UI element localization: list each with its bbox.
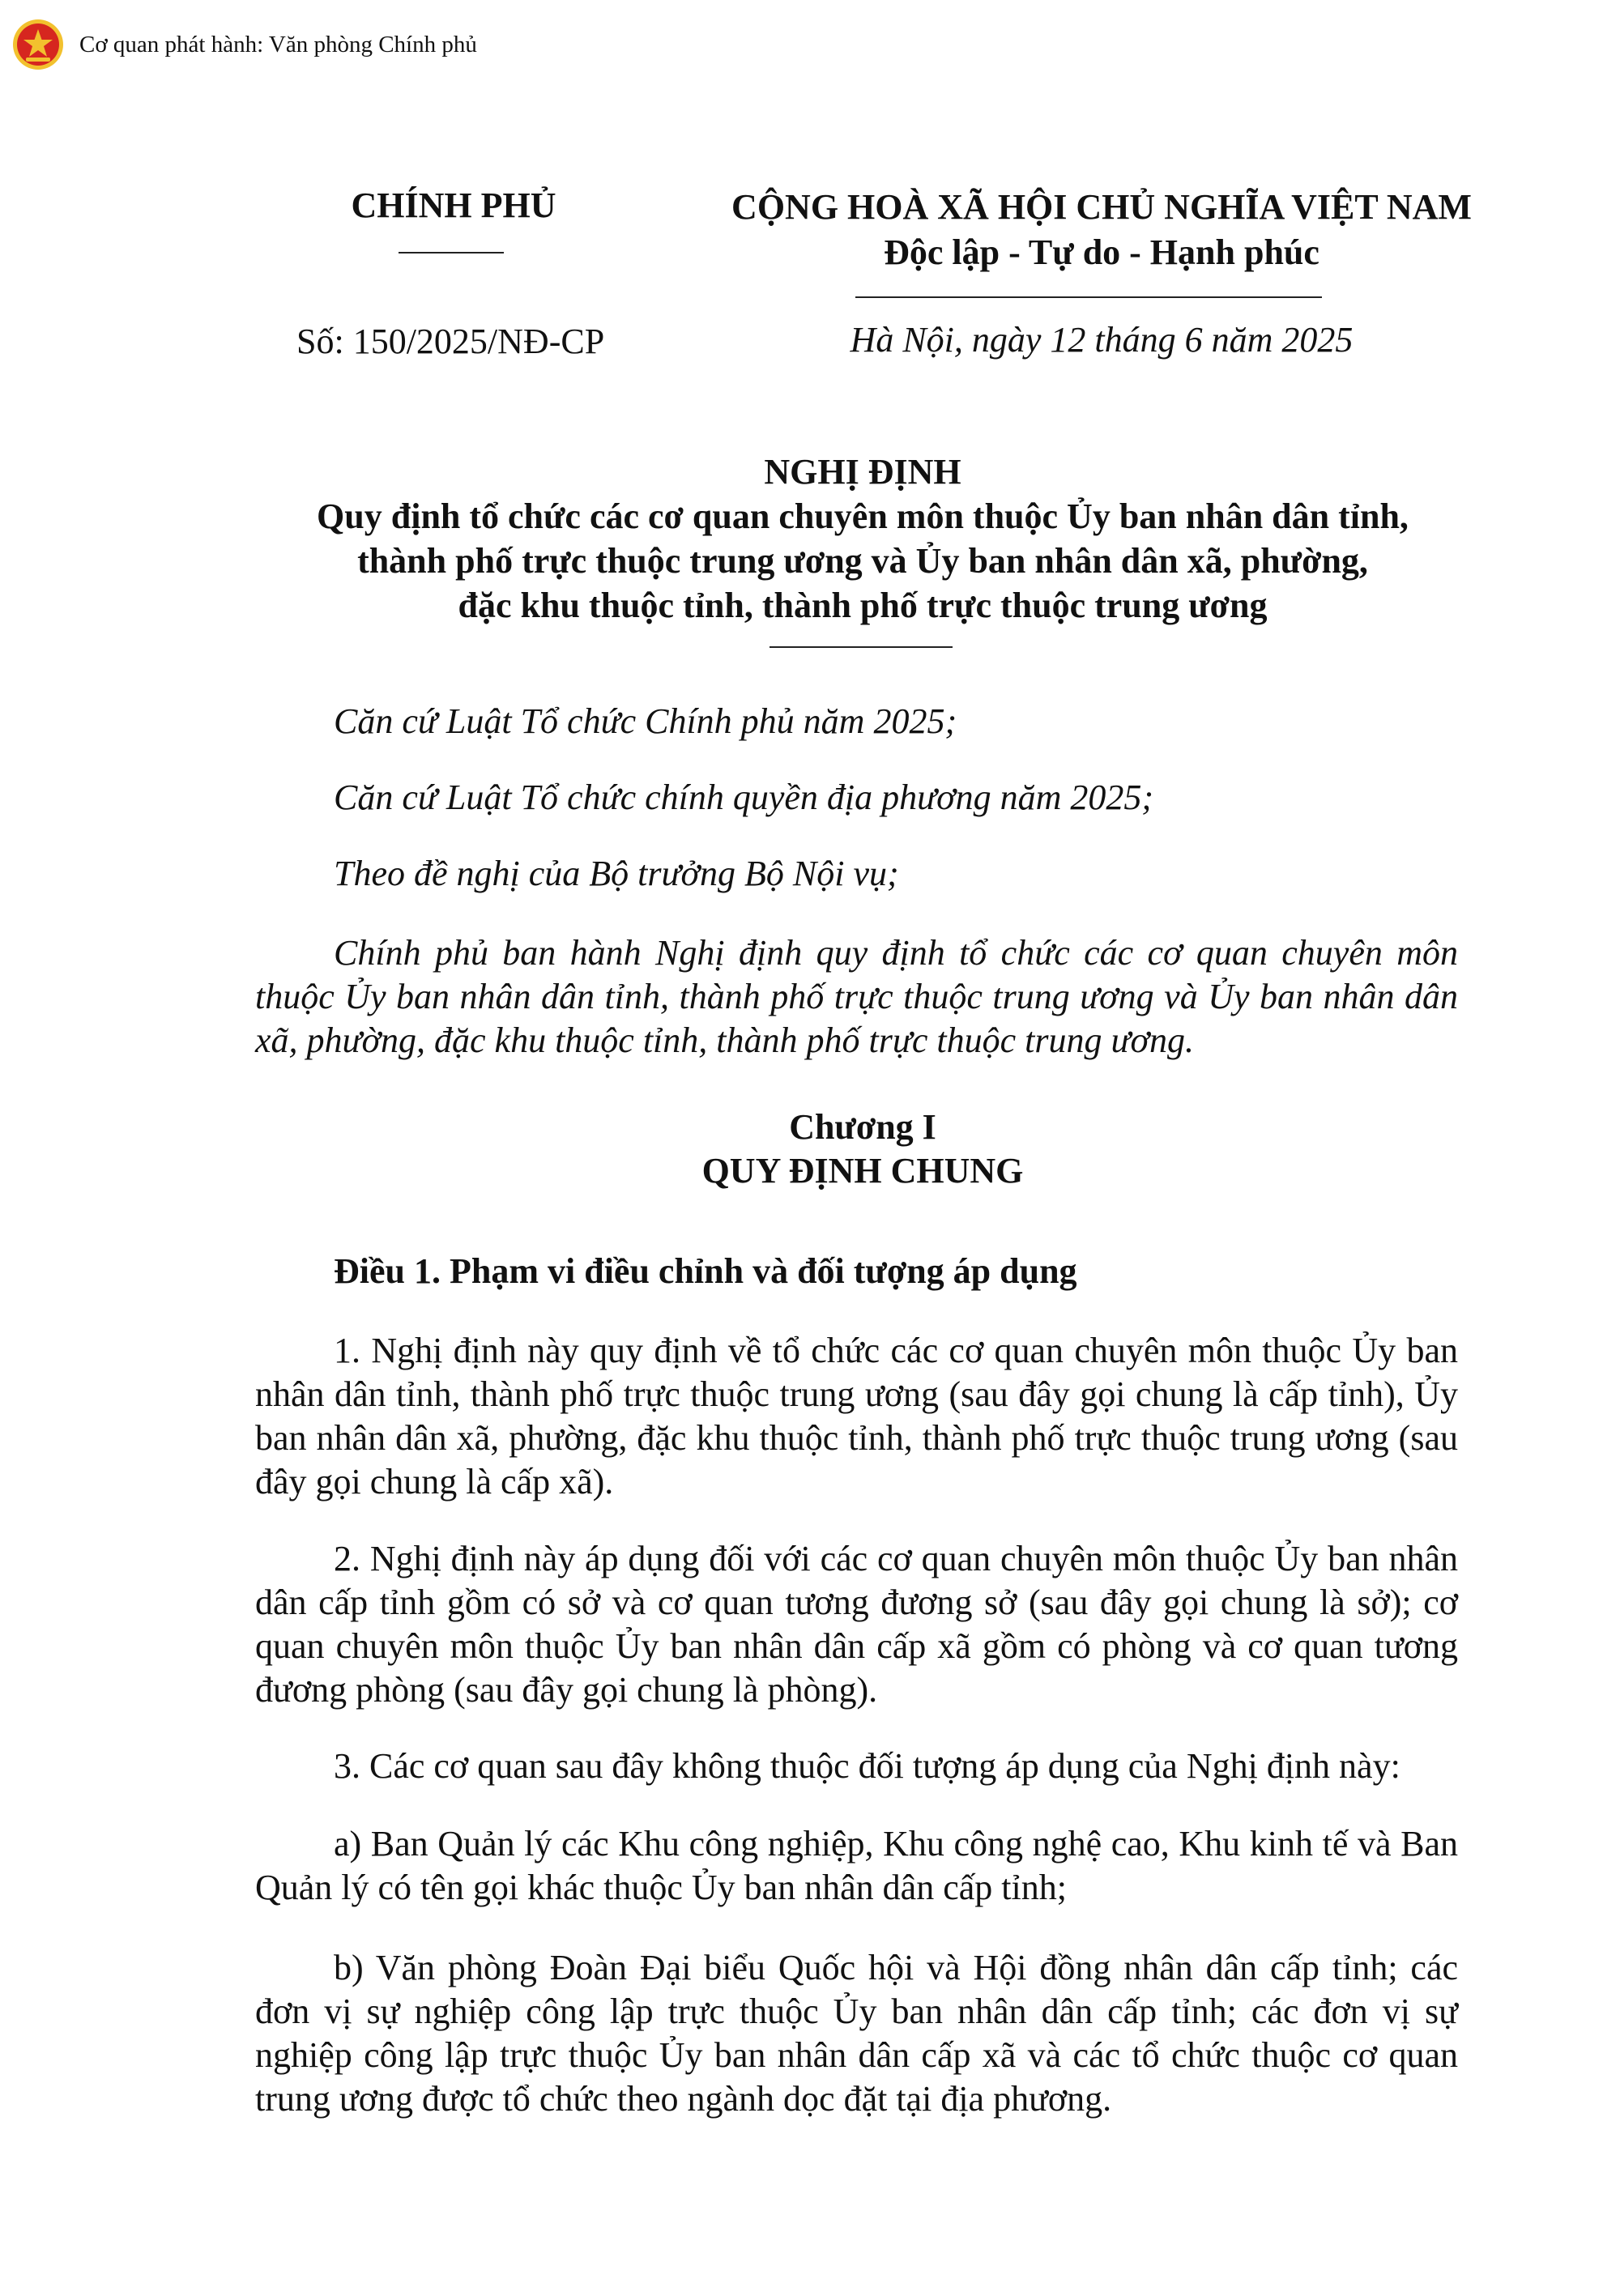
article-clause: b) Văn phòng Đoàn Đại biểu Quốc hội và Hội đồng nhân dân cấp tỉnh; các đơn vị sự nghiệp công lập trực thuộc Ủy ban nhân dân cấp tỉnh; các đơn vị sự nghiệp công lập trực thuộc Ủy ban nhân dân cấp xã và các tổ chức thuộc cơ quan trung ương được tổ chức theo ngành dọc đặt tại địa phương. bbox=[255, 1948, 1458, 2119]
publisher-line bbox=[11, 18, 477, 71]
agency-name: CHÍNH PHỦ bbox=[351, 185, 556, 225]
title-line: Quy định tổ chức các cơ quan chuyên môn thuộc Ủy ban nhân dân tỉnh, bbox=[317, 496, 1409, 536]
article-clause: 1. Nghị định này quy định về tổ chức các cơ quan chuyên môn thuộc Ủy ban nhân dân tỉnh, thành phố trực thuộc trung ương (sau đây gọi chung là cấp tỉnh), Ủy ban nhân dân xã, phường, đặc khu thuộc tỉnh, thành phố trực thuộc trung ương (sau đây gọi chung là cấp xã). bbox=[255, 1331, 1458, 1502]
title-line: thành phố trực thuộc trung ương và Ủy ban nhân dân xã, phường, bbox=[357, 541, 1368, 581]
title-underline bbox=[770, 646, 953, 648]
motto: Độc lập - Tự do - Hạnh phúc bbox=[884, 232, 1319, 272]
country-name: CỘNG HOÀ XÃ HỘI CHỦ NGHĨA VIỆT NAM bbox=[731, 187, 1472, 227]
chapter-number: Chương I bbox=[789, 1107, 936, 1147]
document-title bbox=[162, 449, 1563, 628]
preamble-line: Căn cứ Luật Tổ chức Chính phủ năm 2025; bbox=[334, 701, 957, 741]
document-type: NGHỊ ĐỊNH bbox=[764, 452, 961, 492]
article-clause: a) Ban Quản lý các Khu công nghiệp, Khu công nghệ cao, Khu kinh tế và Ban Quản lý có tên gọi khác thuộc Ủy ban nhân dân cấp tỉnh; bbox=[255, 1824, 1458, 1907]
place-date: Hà Nội, ngày 12 tháng 6 năm 2025 bbox=[850, 320, 1354, 360]
state-emblem-icon bbox=[11, 18, 65, 71]
article-clause: 3. Các cơ quan sau đây không thuộc đối tượng áp dụng của Nghị định này: bbox=[334, 1746, 1400, 1786]
article-clause: 2. Nghị định này áp dụng đối với các cơ quan chuyên môn thuộc Ủy ban nhân dân cấp tỉnh gồm có sở và cơ quan tương đương sở (sau đây gọi chung là sở); cơ quan chuyên môn thuộc Ủy ban nhân dân cấp xã gồm có phòng và cơ quan tương đương phòng (sau đây gọi chung là phòng). bbox=[255, 1539, 1458, 1710]
title-line: đặc khu thuộc tỉnh, thành phố trực thuộc trung ương bbox=[458, 586, 1268, 625]
agency-underline bbox=[399, 252, 504, 253]
document-number: Số: 150/2025/NĐ-CP bbox=[296, 322, 605, 361]
article-heading: Điều 1. Phạm vi điều chỉnh và đối tượng áp dụng bbox=[334, 1251, 1077, 1291]
preamble-line: Theo đề nghị của Bộ trưởng Bộ Nội vụ; bbox=[334, 854, 899, 893]
chapter-title: QUY ĐỊNH CHUNG bbox=[701, 1151, 1024, 1191]
publisher-label: Cơ quan phát hành: Văn phòng Chính phủ bbox=[79, 31, 477, 58]
preamble-line: Căn cứ Luật Tổ chức chính quyền địa phương năm 2025; bbox=[334, 777, 1154, 817]
motto-underline bbox=[855, 296, 1322, 298]
preamble-enactment: Chính phủ ban hành Nghị định quy định tổ chức các cơ quan chuyên môn thuộc Ủy ban nhân dân tỉnh, thành phố trực thuộc trung ương và Ủy ban nhân dân xã, phường, đặc khu thuộc tỉnh, thành phố trực thuộc trung ương. bbox=[255, 933, 1458, 1060]
